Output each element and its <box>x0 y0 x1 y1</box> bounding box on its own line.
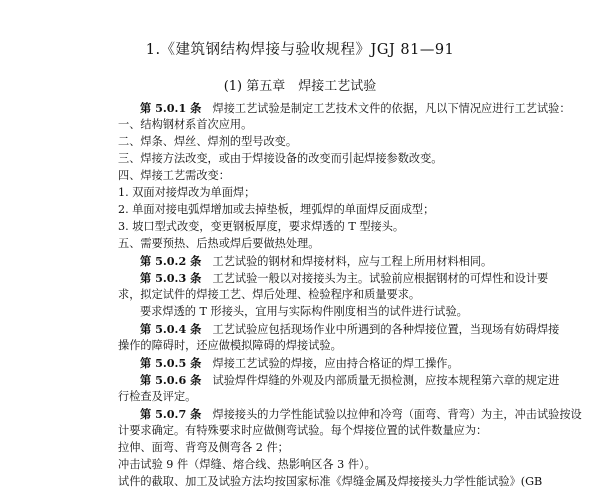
text-line <box>118 134 297 150</box>
text-line <box>118 440 289 456</box>
line-text: 2. 单面对接电弧焊增加或去掉垫板，埋弧焊的单面焊反面成型； <box>118 203 435 216</box>
line-text: 焊接工艺试验是制定工艺技术文件的依据，凡以下情况应进行工艺试验： <box>201 102 571 115</box>
line-text: 1. 双面对接焊改为单面焊； <box>118 186 256 199</box>
line-text: 四、焊接工艺需改变： <box>118 169 230 182</box>
line-text: 二、焊条、焊丝、焊剂的型号改变。 <box>118 135 298 148</box>
line-text: 拉伸、面弯、背弯及侧弯各 2 件； <box>118 441 289 454</box>
clause-number: 第 5.0.4 条 <box>140 322 202 336</box>
clause-number: 第 5.0.5 条 <box>140 356 202 370</box>
text-line <box>140 304 468 320</box>
text-line <box>118 474 542 490</box>
text-line <box>140 406 582 423</box>
line-text: 焊接工艺试验的焊接，应由持合格证的焊工操作。 <box>201 357 459 370</box>
text-line <box>140 253 492 270</box>
text-line <box>140 321 559 338</box>
text-line <box>140 355 459 372</box>
clause-number: 第 5.0.6 条 <box>140 373 202 387</box>
line-text: 试件的截取、加工及试验方法均按国家标准《焊缝金属及焊接接头力学性能试验》(GB <box>118 475 543 488</box>
text-line <box>118 389 196 405</box>
line-text: 操作的障碍时，还应做模拟障碍的焊接试验。 <box>118 339 342 352</box>
line-text: 试验焊件焊缝的外观及内部质量无损检测，应按本规程第六章的规定进 <box>201 374 560 387</box>
text-line <box>118 338 342 354</box>
text-line <box>118 168 230 184</box>
text-line <box>118 236 319 252</box>
line-text: 冲击试验 9 件（焊缝、熔合线、热影响区各 3 件）。 <box>118 458 376 471</box>
line-text: 行检查及评定。 <box>118 390 197 403</box>
text-line <box>140 270 548 287</box>
line-text: 要求焊透的 T 形接头，宜用与实际构件刚度相当的试件进行试验。 <box>140 305 468 318</box>
line-text: 三、焊接方法改变，或由于焊接设备的改变而引起焊接参数改变。 <box>118 152 443 165</box>
text-line <box>118 219 404 235</box>
text-line <box>118 423 487 439</box>
text-line <box>118 151 442 167</box>
clause-number: 第 5.0.7 条 <box>140 407 202 421</box>
text-line <box>118 457 376 473</box>
line-text: 五、需要预热、后热或焊后要做热处理。 <box>118 237 320 250</box>
text-line <box>140 100 571 117</box>
clause-number: 第 5.0.3 条 <box>140 271 202 285</box>
line-text: 工艺试验的钢材和焊接材料，应与工程上所用材料相同。 <box>201 255 493 268</box>
line-text: 求，拟定试件的焊接工艺、焊后处理、检验程序和质量要求。 <box>118 288 421 301</box>
text-line <box>140 372 559 389</box>
line-text: 焊接接头的力学性能试验以拉伸和冷弯（面弯、背弯）为主，冲击试验按设 <box>201 408 582 421</box>
clause-number: 第 5.0.1 条 <box>140 101 202 115</box>
line-text: 3. 坡口型式改变，变更钢板厚度，要求焊透的 T 型接头。 <box>118 220 405 233</box>
text-line <box>118 287 420 303</box>
line-text: 一、结构钢材系首次应用。 <box>118 118 253 131</box>
text-line <box>118 202 434 218</box>
line-text: 工艺试验应包括现场作业中所遇到的各种焊接位置，当现场有妨碍焊接 <box>201 323 560 336</box>
text-line <box>118 185 255 201</box>
line-text: 计要求确定。有特殊要求时应做侧弯试验。每个焊接位置的试件数量应为： <box>118 424 488 437</box>
line-text: 工艺试验一般以对接接头为主。试验前应根据钢材的可焊性和设计要 <box>201 272 549 285</box>
chapter-heading: (1) 第五章 焊接工艺试验 <box>223 79 377 94</box>
text-line <box>118 117 252 133</box>
clause-number: 第 5.0.2 条 <box>140 254 202 268</box>
document-title: 1.《建筑钢结构焊接与验收规程》JGJ 81—91 <box>145 42 455 58</box>
